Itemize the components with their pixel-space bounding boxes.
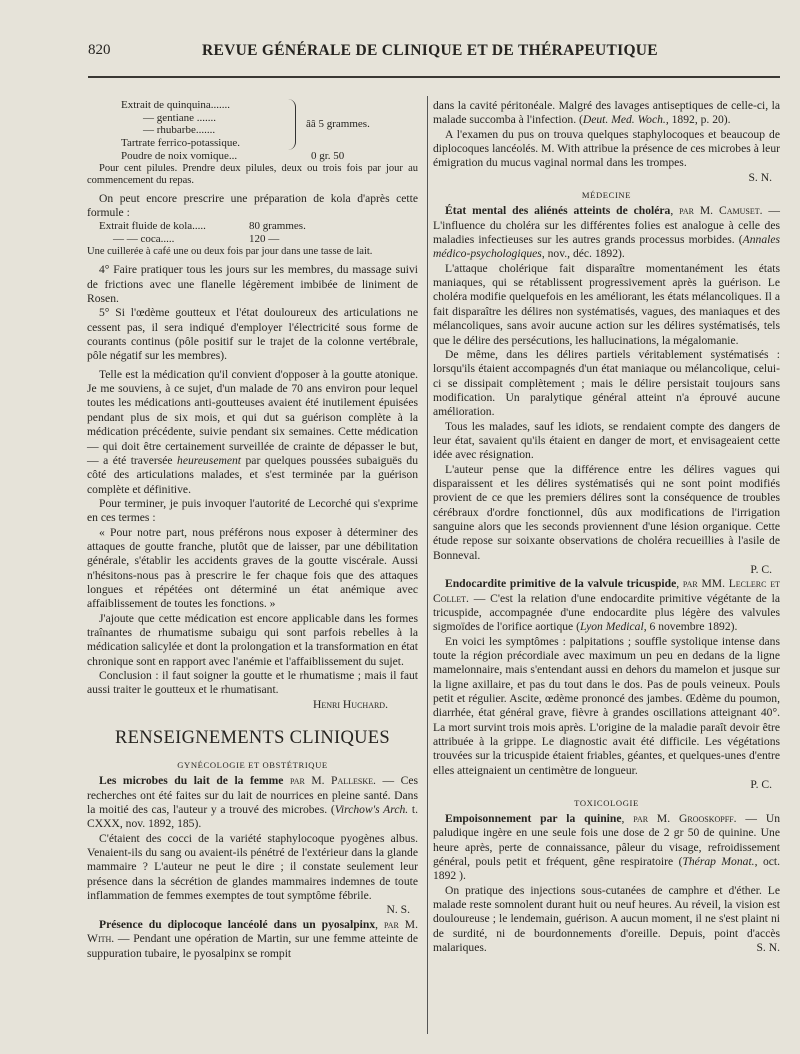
article-author: , par M. With. — (87, 917, 419, 946)
paragraph: dans la cavité péritonéale. Malgré des lavages antiseptiques de celle-ci, la malade succomba à l'infection. (Deut. Med. Woch., 1892, p. 20). (433, 99, 780, 127)
article-author: , par M. Camuset. — (670, 204, 780, 218)
article-author: par M. Palleske. — (283, 774, 395, 788)
abstract-entry: Présence du diplocoque lancéolé dans un pyosalpinx, par M. With. — Pendant une opération de Martin, sur une femme atteinte de suppuration tubaire, le pyosalpinx se rompit (87, 917, 419, 960)
paragraph: Tous les malades, sauf les idiots, se rendaient compte des dangers de leur état, savaient qu'ils étaient en danger de mort, et envisageaient cette idée avec résignation. (433, 419, 780, 462)
subsection-heading: GYNÉCOLOGIE ET OBSTÉTRIQUE (177, 760, 328, 771)
recipe-note: Une cuillerée à café une ou deux fois par jour dans une tasse de lait. (87, 245, 373, 257)
kola-prescription (87, 220, 418, 245)
article-title: État mental des aliénés atteints de choléra (445, 204, 671, 218)
author-initials: P. C. (750, 778, 772, 792)
recipe-line: — rhubarbe....... (143, 124, 216, 137)
citation: Thérap Monat. (682, 854, 755, 868)
paragraph: L'auteur pense que la différence entre les délires vagues qui disparaissent et les délires systématisés qui ne sont point modifiés provient de ce que les premiers délires sont la conséquence de troubles cérébraux d'ordre fonctionnel, dûs aux modifications de l'irrigation sanguine alors que les seconds proviennent d'une lésion organique. Cette étude repose sur soixante observations de choléra recueillies à l'asile de Bonneval. (433, 462, 780, 562)
paragraph: De même, dans les délires partiels véritablement systématisés : lorsqu'ils étaient accompagnés d'un état maniaque ou mélancolique, celui-ci se dissipait complètement ; mais le délire persistait toujours sans modification. Un paralytique général atteint n'a éprouvé aucune amélioration. (433, 347, 780, 419)
recipe-line: Extrait fluide de kola..... (99, 220, 206, 233)
subsection-heading: MÉDECINE (581, 190, 632, 201)
recipe-line: — — coca..... (113, 233, 175, 246)
paragraph: Telle est la médication qu'il convient d'opposer à la goutte atonique. Je me souviens, à ce sujet, d'un malade de 70 ans environ pour lequel toutes les médications anti-goutteuses avaient été inutilement épuisées pendant plus de six mois, et qui dut sa guérison complète à la médication précédente, suivie pendant six semaines. Cette médication — qui doit être certainement surveillée de crainte de dépasser le but, — a été traversée heureusement par quelques poussées subaiguës du côté des articulations malades, et s'est terminée par la guérison complète et définitive. (87, 367, 419, 496)
recipe-line: Tartrate ferrico-potassique. (121, 137, 240, 150)
author-initials: S. N. (756, 940, 780, 954)
paragraph: Conclusion : il faut soigner la goutte et le rhumatisme ; mais il faut aussi traiter le goutteux et le rhumatisant. (87, 669, 418, 697)
recipe-dose: 0 gr. 50 (311, 149, 345, 162)
paragraph: On pratique des injections sous-cutanées de camphre et d'éther. Le malade reste somnolent durant huit ou neuf heures. Au réveil, la vision est douloureuse ; le lendemain, guérison. A aucun moment, il ne s'est plaint ni de surdité, ni de bourdonnements d'oreille. Depuis, point d'accès malariques. S. N. (433, 883, 780, 954)
citation: Lyon Medical (579, 620, 644, 634)
author-initials: S. N. (748, 170, 772, 184)
recipe-dose: 80 grammes. (249, 220, 306, 233)
paragraph: L'attaque cholérique fait disparaître momentanément les états maniaques, qui se rétablissent progressivement après la guérison. Le choléra modifie quelquefois en les améliorant, les états mélancoliques. Il a fait disparaître les délires non systématisés, vagues, des maniaques et des mélancoliques, sans avoir aucune action sur les délires systématisés, tels que le délire des persécutions, les hallucinations, la mégalomanie. (433, 261, 780, 347)
recipe-line: Poudre de noix vomique... (121, 149, 238, 162)
article-title: Présence du diplocoque lancéolé dans un pyosalpinx (99, 917, 376, 931)
emphasis: heureusement (177, 453, 242, 467)
article-author: , par MM. Leclerc et Collet. — (433, 577, 780, 605)
column-divider (427, 96, 428, 1034)
article-author: , par M. Grooskopff. — (621, 811, 757, 825)
recipe-dose: 120 — (249, 233, 280, 246)
paragraph: A l'examen du pus on trouva quelques staphylocoques et beaucoup de diplocoques lancéolés. M. With attribue la présence de ces microbes à leur émigration du mucus vaginal normal dans les trompes. (433, 127, 780, 170)
article-title: Les microbes du lait de la femme (99, 774, 284, 788)
quotation: « Pour notre part, nous préférons nous exposer à déterminer des attaques de goutte franche, plutôt que de laisser, par une débilitation générale, s'établir les accidents graves de la goutte viscérale. Aussi n'hésitons-nous pas à prescrire le fer chaque fois que des attaques longues et répétées ont déterminé un état anémique avec affaiblissement de toutes les fonctions. » (87, 525, 418, 611)
recipe-note: Pour cent pilules. Prendre deux pilules, deux ou trois fois par jour au commencement du repas. (87, 162, 418, 187)
recipe-line: Extrait de quinquina....... (121, 99, 231, 111)
page-number: 820 (88, 42, 111, 58)
brace-group (121, 99, 296, 150)
journal-title: REVUE GÉNÉRALE DE CLINIQUE ET DE THÉRAPEUTIQUE (202, 42, 658, 59)
header-rule (88, 76, 780, 78)
paragraph: J'ajoute que cette médication est encore applicable dans les formes traînantes de rhumatisme subaigu qui sont parfois rebelles à la médication salicylée et dont la prolongation et la transformation en état chronique sont en rapport avec l'anémie et l'affaiblissement du sujet. (87, 611, 418, 668)
paragraph: 5° Si l'œdème goutteux et l'état douloureux des articulations ne cessent pas, il sera indiqué d'employer l'électricité sous forme de courants continus (pôle positif sur le trajet de la colonne vertébrale, pôle négatif sur les membres). (87, 306, 418, 363)
paragraph: 4° Faire pratiquer tous les jours sur les membres, du massage suivi de frictions avec une flanelle légèrement imbibée de liniment de Rosen. (87, 263, 418, 306)
citation: Annales médico-psychologiques (433, 233, 780, 261)
author-initials: P. C. (750, 563, 772, 576)
pill-prescription (87, 99, 418, 163)
abstract-entry: État mental des aliénés atteints de choléra, par M. Camuset. — L'influence du choléra sur les différentes folies est analogue à celle des maladies infectieuses sur les autres grands processus morbides. (Annales médico-psychologiques, nov., déc. 1892). (433, 204, 780, 261)
abstract-entry: Les microbes du lait de la femme par M. Palleske. — Ces recherches ont été faites sur du lait de nourrices en pleine santé. Dans la moitié des cas, l'auteur y a trouvé des microbes. (Virchow's Arch. t. CXXX, nov. 1892, 185). (87, 774, 418, 831)
subsection-heading: TOXICOLOGIE (574, 797, 639, 808)
page-header (88, 42, 780, 66)
paragraph: C'étaient des cocci de la variété staphylocoque pyogènes albus. Venaient-ils du sang ou avaient-ils pénétré de l'extérieur dans la glande mammaire ? L'auteur ne peut le dire ; il constate seulement leur présence dans la sécrétion de glandes mammaires indemnes de toute inflammation de femmes exemptes de tout symptôme fébrile. (87, 831, 418, 903)
recipe-dose: ââ 5 grammes. (306, 118, 370, 131)
recipe-line: — gentiane ....... (143, 111, 217, 124)
section-heading: RENSEIGNEMENTS CLINIQUES (115, 728, 390, 749)
abstract-entry: Empoisonnement par la quinine, par M. Grooskopff. — Un paludique ingère en une seule fois une dose de 2 gr 50 de quinine. Une heure après, perte de connaissance, pâleur du visage, refroidissement général, pouls petit et fréquent, gêne respiratoire (Thérap Monat., oct. 1892 ). (433, 811, 781, 883)
article-title: Endocardite primitive de la valvule tricuspide (445, 577, 677, 591)
paragraph: En voici les symptômes : palpitations ; souffle systolique intense dans toute la région précordiale avec maximum un peu en dedans de la ligne mamelonnaire, mais s'entendant aussi en dehors du mamelon et jusque sur la ligne axillaire, et pas du tout dans le dos. Pas de pouls veineux. Pouls petit et régulier. Ascite, œdème prononcé des jambes. Œdème du poumon, diarrhée, état général grave, fièvre à grandes oscillations atteignant 40°. La mort survint trois mois après. L'origine de la maladie paraît devoir être attribuée à la grippe. Le diagnostic avait été difficile. Les végétations trouvées sur la tricuspide étaient friables, géantes, et quelques-unes d'entre elles atteignaient un centimètre de longueur. (433, 634, 780, 777)
author-signature: Henri Huchard. (313, 697, 388, 711)
left-column (87, 99, 418, 961)
paragraph: On peut encore prescrire une préparation de kola d'après cette formule : (87, 191, 418, 220)
abstract-entry: Endocardite primitive de la valvule tricuspide, par MM. Leclerc et Collet. — C'est la relation d'une endocardite primitive végétante de la tricuspide, accompagnée d'une endocardite plus légère des valvules sigmoïdes de l'orifice aortique (Lyon Medical, 6 novembre 1892). (433, 577, 780, 634)
citation: Deut. Med. Woch., (582, 113, 669, 127)
article-title: Empoisonnement par la quinine (445, 811, 622, 825)
right-column (433, 99, 780, 955)
paragraph: Pour terminer, je puis invoquer l'autorité de Lecorché qui s'exprime en ces termes : (87, 496, 418, 525)
citation: Virchow's Arch. (334, 803, 409, 817)
author-initials: N. S. (386, 903, 410, 917)
